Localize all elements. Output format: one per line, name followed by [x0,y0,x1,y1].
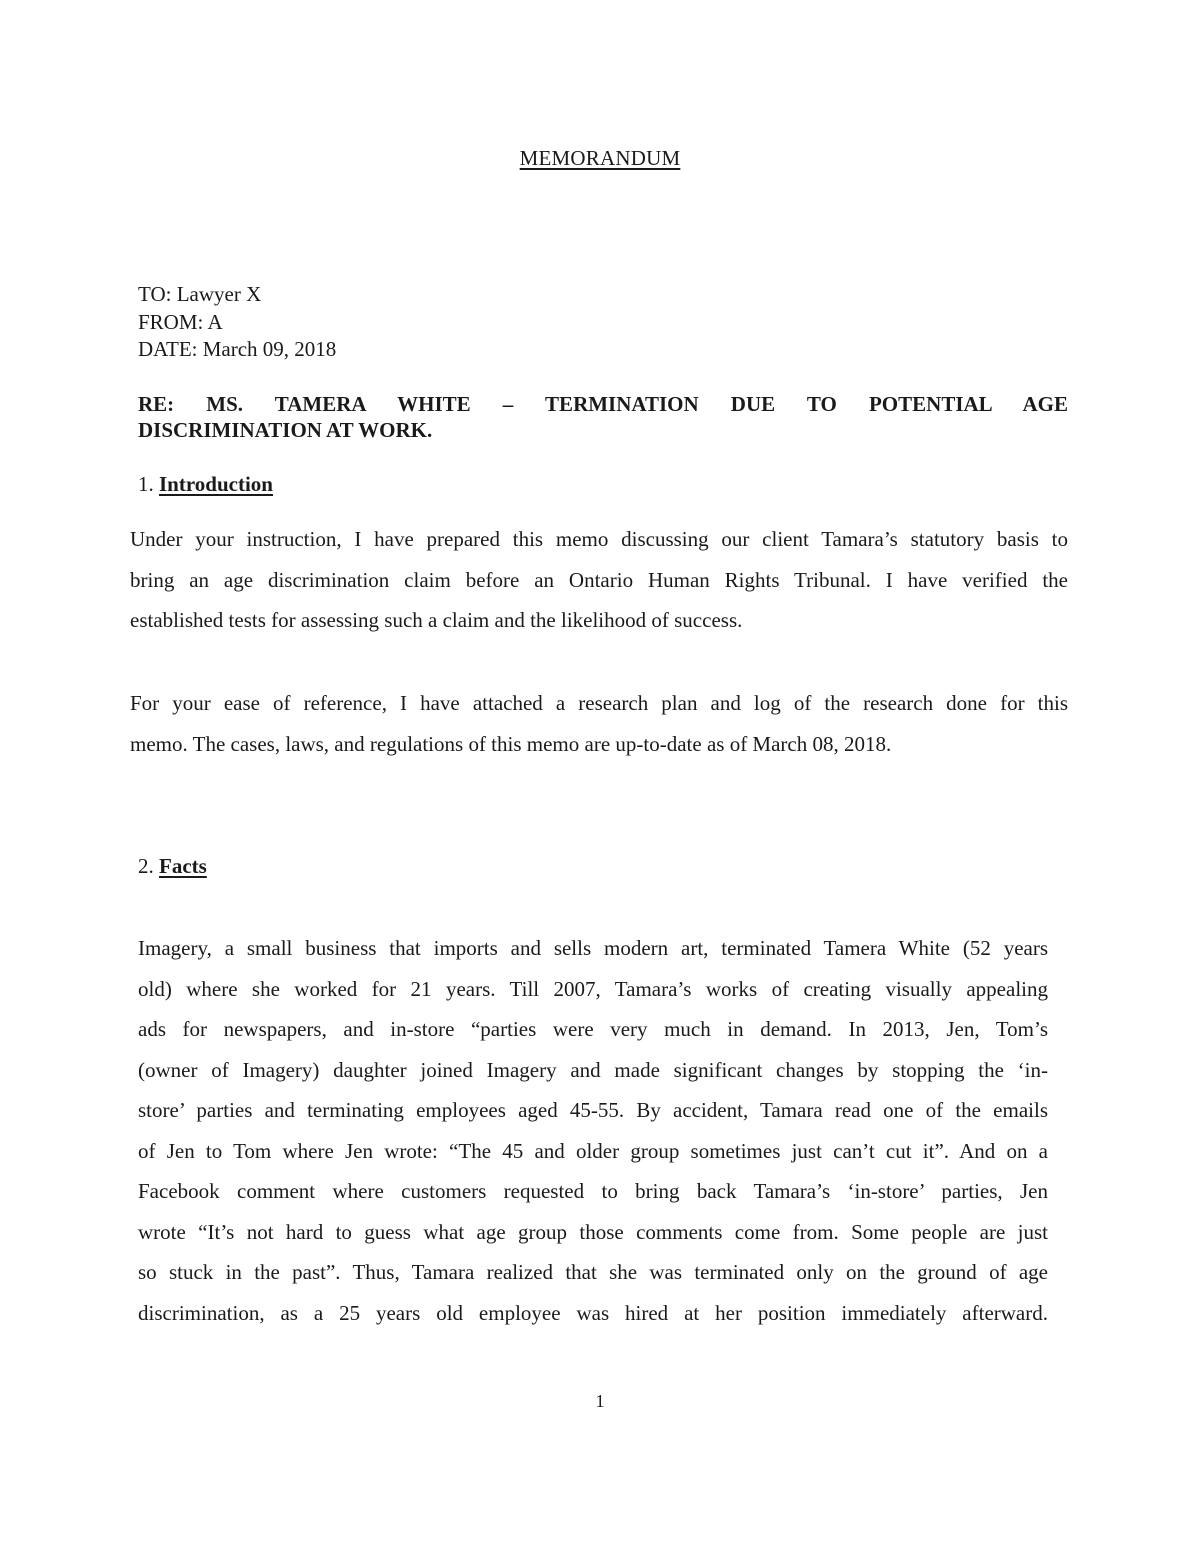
introduction-paragraph-2 [130,683,1068,764]
introduction-paragraph-1 [130,519,1068,641]
paragraph-line: For your ease of reference, I have attached a research plan and log of the research done for this [130,691,1068,715]
facts-paragraph-1 [138,928,1048,1333]
section-number: 1. [138,472,154,496]
section-number: 2. [138,854,154,878]
paragraph-line: Imagery, a small business that imports and sells modern art, terminated Tamera White (52 years [138,936,1048,960]
section-title: Facts [159,854,207,878]
paragraph-line: Under your instruction, I have prepared this memo discussing our client Tamara’s statutory basis to [130,527,1068,551]
memo-subject [138,391,1068,443]
page-number: 1 [595,1391,605,1411]
paragraph-line: (owner of Imagery) daughter joined Imagery and made significant changes by stopping the ‘in- [138,1057,1048,1082]
memo-subject-line-2: DISCRIMINATION AT WORK. [138,418,433,442]
paragraph-line: of Jen to Tom where Jen wrote: “The 45 and older group sometimes just can’t cut it”. And on a [138,1138,1048,1163]
paragraph-line: memo. The cases, laws, and regulations of this memo are up-to-date as of March 08, 2018. [130,731,892,756]
memo-from: FROM: A [138,309,223,334]
paragraph-line: wrote “It’s not hard to guess what age group those comments come from. Some people are just [138,1219,1048,1244]
memo-subject-line-1: RE: MS. TAMERA WHITE – TERMINATION DUE TO POTENTIAL AGE [138,392,1068,416]
paragraph-line: bring an age discrimination claim before an Ontario Human Rights Tribunal. I have verified the [130,567,1068,592]
memo-to: TO: Lawyer X [138,282,262,306]
section-heading-facts [138,854,207,879]
memo-date: DATE: March 09, 2018 [138,337,337,361]
memo-title: MEMORANDUM [519,146,681,170]
paragraph-line: discrimination, as a 25 years old employee was hired at her position immediately afterward. [138,1300,1048,1325]
paragraph-line: store’ parties and terminating employees aged 45-55. By accident, Tamara read one of the emails [138,1098,1048,1122]
section-heading-introduction [138,472,273,497]
paragraph-line: established tests for assessing such a claim and the likelihood of success. [130,608,743,632]
paragraph-line: old) where she worked for 21 years. Till 2007, Tamara’s works of creating visually appealing [138,976,1048,1001]
paragraph-line: ads for newspapers, and in-store “parties were very much in demand. In 2013, Jen, Tom’s [138,1017,1048,1041]
memo-header [138,281,336,364]
paragraph-line: Facebook comment where customers requested to bring back Tamara’s ‘in-store’ parties, Jen [138,1179,1048,1203]
section-title: Introduction [159,472,273,496]
paragraph-line: so stuck in the past”. Thus, Tamara realized that she was terminated only on the ground of age [138,1260,1048,1284]
